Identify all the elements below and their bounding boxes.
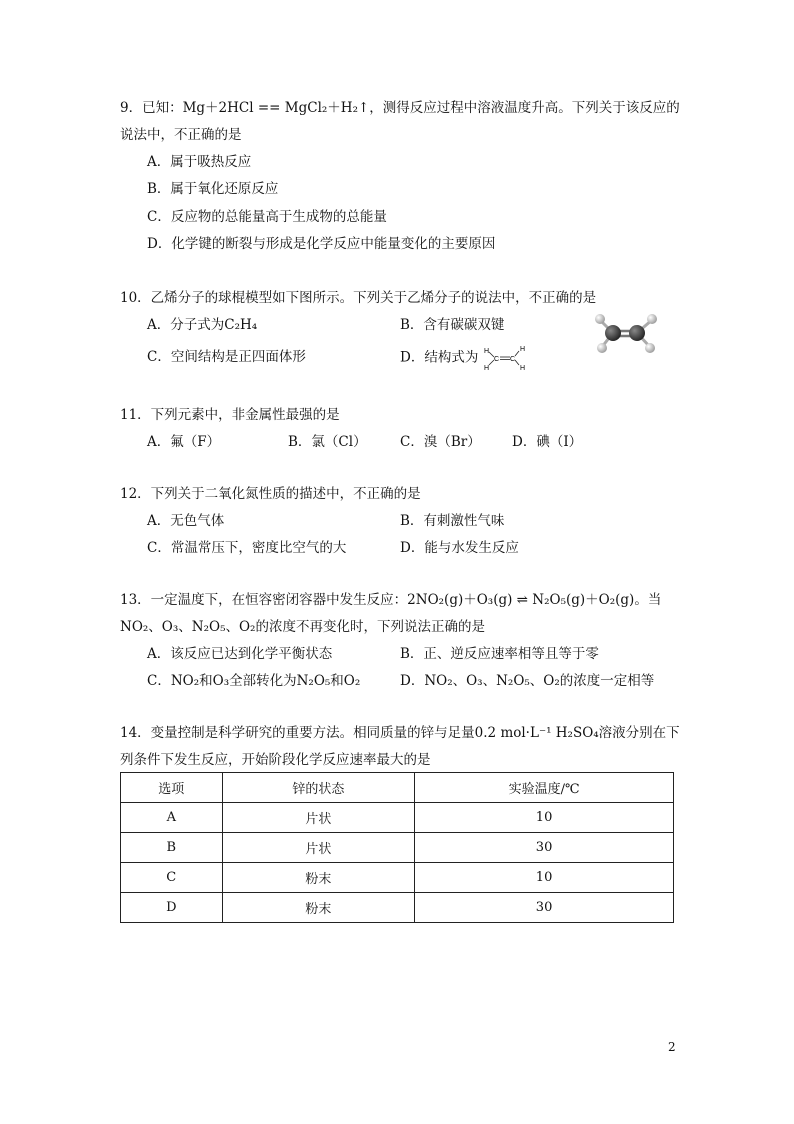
- struct-h1: H: [483, 348, 489, 355]
- table-cell: 粉末: [222, 863, 415, 893]
- table-cell: 10: [415, 863, 674, 893]
- q11-option-d: D．碘（I）: [512, 434, 583, 450]
- table-row: [121, 863, 674, 893]
- table-cell: 30: [415, 833, 674, 863]
- table-cell: A: [121, 803, 223, 833]
- q12-option-a: A．无色气体: [147, 513, 225, 529]
- struct-c2: C: [509, 356, 515, 363]
- table-row: [121, 803, 674, 833]
- table-header: 锌的状态: [222, 773, 415, 803]
- q9-option-a: A．属于吸热反应: [147, 154, 252, 170]
- ethylene-structural-formula: [483, 345, 529, 371]
- q13-option-b: B．正、逆反应速率相等且等于零: [400, 646, 599, 662]
- page-number: 2: [668, 1040, 676, 1054]
- table-header: 选项: [121, 773, 223, 803]
- struct-h2: H: [483, 365, 489, 371]
- q11-option-a: A．氟（F）: [147, 434, 221, 450]
- q11-option-b: B．氯（Cl）: [288, 434, 367, 450]
- q13-stem-line2: NO₂、O₃、N₂O₅、O₂的浓度不再变化时，下列说法正确的是: [120, 619, 485, 635]
- struct-c1: C: [493, 356, 499, 363]
- table-cell: B: [121, 833, 223, 863]
- q12-stem: 12．下列关于二氧化氮性质的描述中，不正确的是: [120, 486, 421, 502]
- q10-stem: 10．乙烯分子的球棍模型如下图所示。下列关于乙烯分子的说法中，不正确的是: [120, 290, 597, 306]
- q10-option-d: [400, 345, 529, 371]
- table-row: [121, 833, 674, 863]
- q13-option-d: D．NO₂、O₃、N₂O₅、O₂的浓度一定相等: [400, 673, 655, 689]
- q9-stem-line2: 说法中，不正确的是: [120, 127, 242, 143]
- q10-option-d-label: D．结构式为: [400, 349, 479, 366]
- q13-option-c: C．NO₂和O₃全部转化为N₂O₅和O₂: [147, 673, 361, 689]
- q13-option-a: A．该反应已达到化学平衡状态: [147, 646, 333, 662]
- struct-h4: H: [519, 365, 525, 371]
- table-cell: 30: [415, 893, 674, 923]
- q14-conditions-table: [120, 772, 674, 923]
- q9-option-d: D．化学键的断裂与形成是化学反应中能量变化的主要原因: [147, 236, 496, 252]
- q10-option-c: C．空间结构是正四面体形: [147, 349, 306, 365]
- q9-option-b: B．属于氧化还原反应: [147, 181, 279, 197]
- table-cell: C: [121, 863, 223, 893]
- q12-option-b: B．有刺激性气味: [400, 513, 505, 529]
- q14-stem-line1: 14．变量控制是科学研究的重要方法。相同质量的锌与足量0.2 mol·L⁻¹ H₂SO₄溶液分别在下: [120, 725, 680, 741]
- q11-stem: 11．下列元素中，非金属性最强的是: [120, 407, 340, 423]
- table-cell: 10: [415, 803, 674, 833]
- q9-option-c: C．反应物的总能量高于生成物的总能量: [147, 209, 387, 225]
- struct-h3: H: [519, 346, 525, 353]
- q10-option-b: B．含有碳碳双键: [400, 317, 505, 333]
- q12-option-c: C．常温常压下，密度比空气的大: [147, 540, 347, 556]
- table-cell: 片状: [222, 803, 415, 833]
- q11-option-c: C．溴（Br）: [400, 434, 481, 450]
- table-header: 实验温度/℃: [415, 773, 674, 803]
- table-header-row: [121, 773, 674, 803]
- q12-option-d: D．能与水发生反应: [400, 540, 519, 556]
- table-cell: D: [121, 893, 223, 923]
- q14-stem-line2: 列条件下发生反应，开始阶段化学反应速率最大的是: [120, 752, 431, 768]
- q9-stem-line1: 9．已知：Mg＋2HCl == MgCl₂＋H₂↑，测得反应过程中溶液温度升高。下列关于该反应的: [120, 100, 680, 116]
- table-row: [121, 893, 674, 923]
- q13-stem-line1: 13．一定温度下，在恒容密闭容器中发生反应：2NO₂(g)＋O₃(g) ⇌ N₂O₅(g)＋O₂(g)。当: [120, 592, 662, 608]
- table-cell: 粉末: [222, 893, 415, 923]
- table-cell: 片状: [222, 833, 415, 863]
- ethylene-ball-stick-model: [592, 310, 660, 356]
- q10-option-a: A．分子式为C₂H₄: [147, 317, 258, 333]
